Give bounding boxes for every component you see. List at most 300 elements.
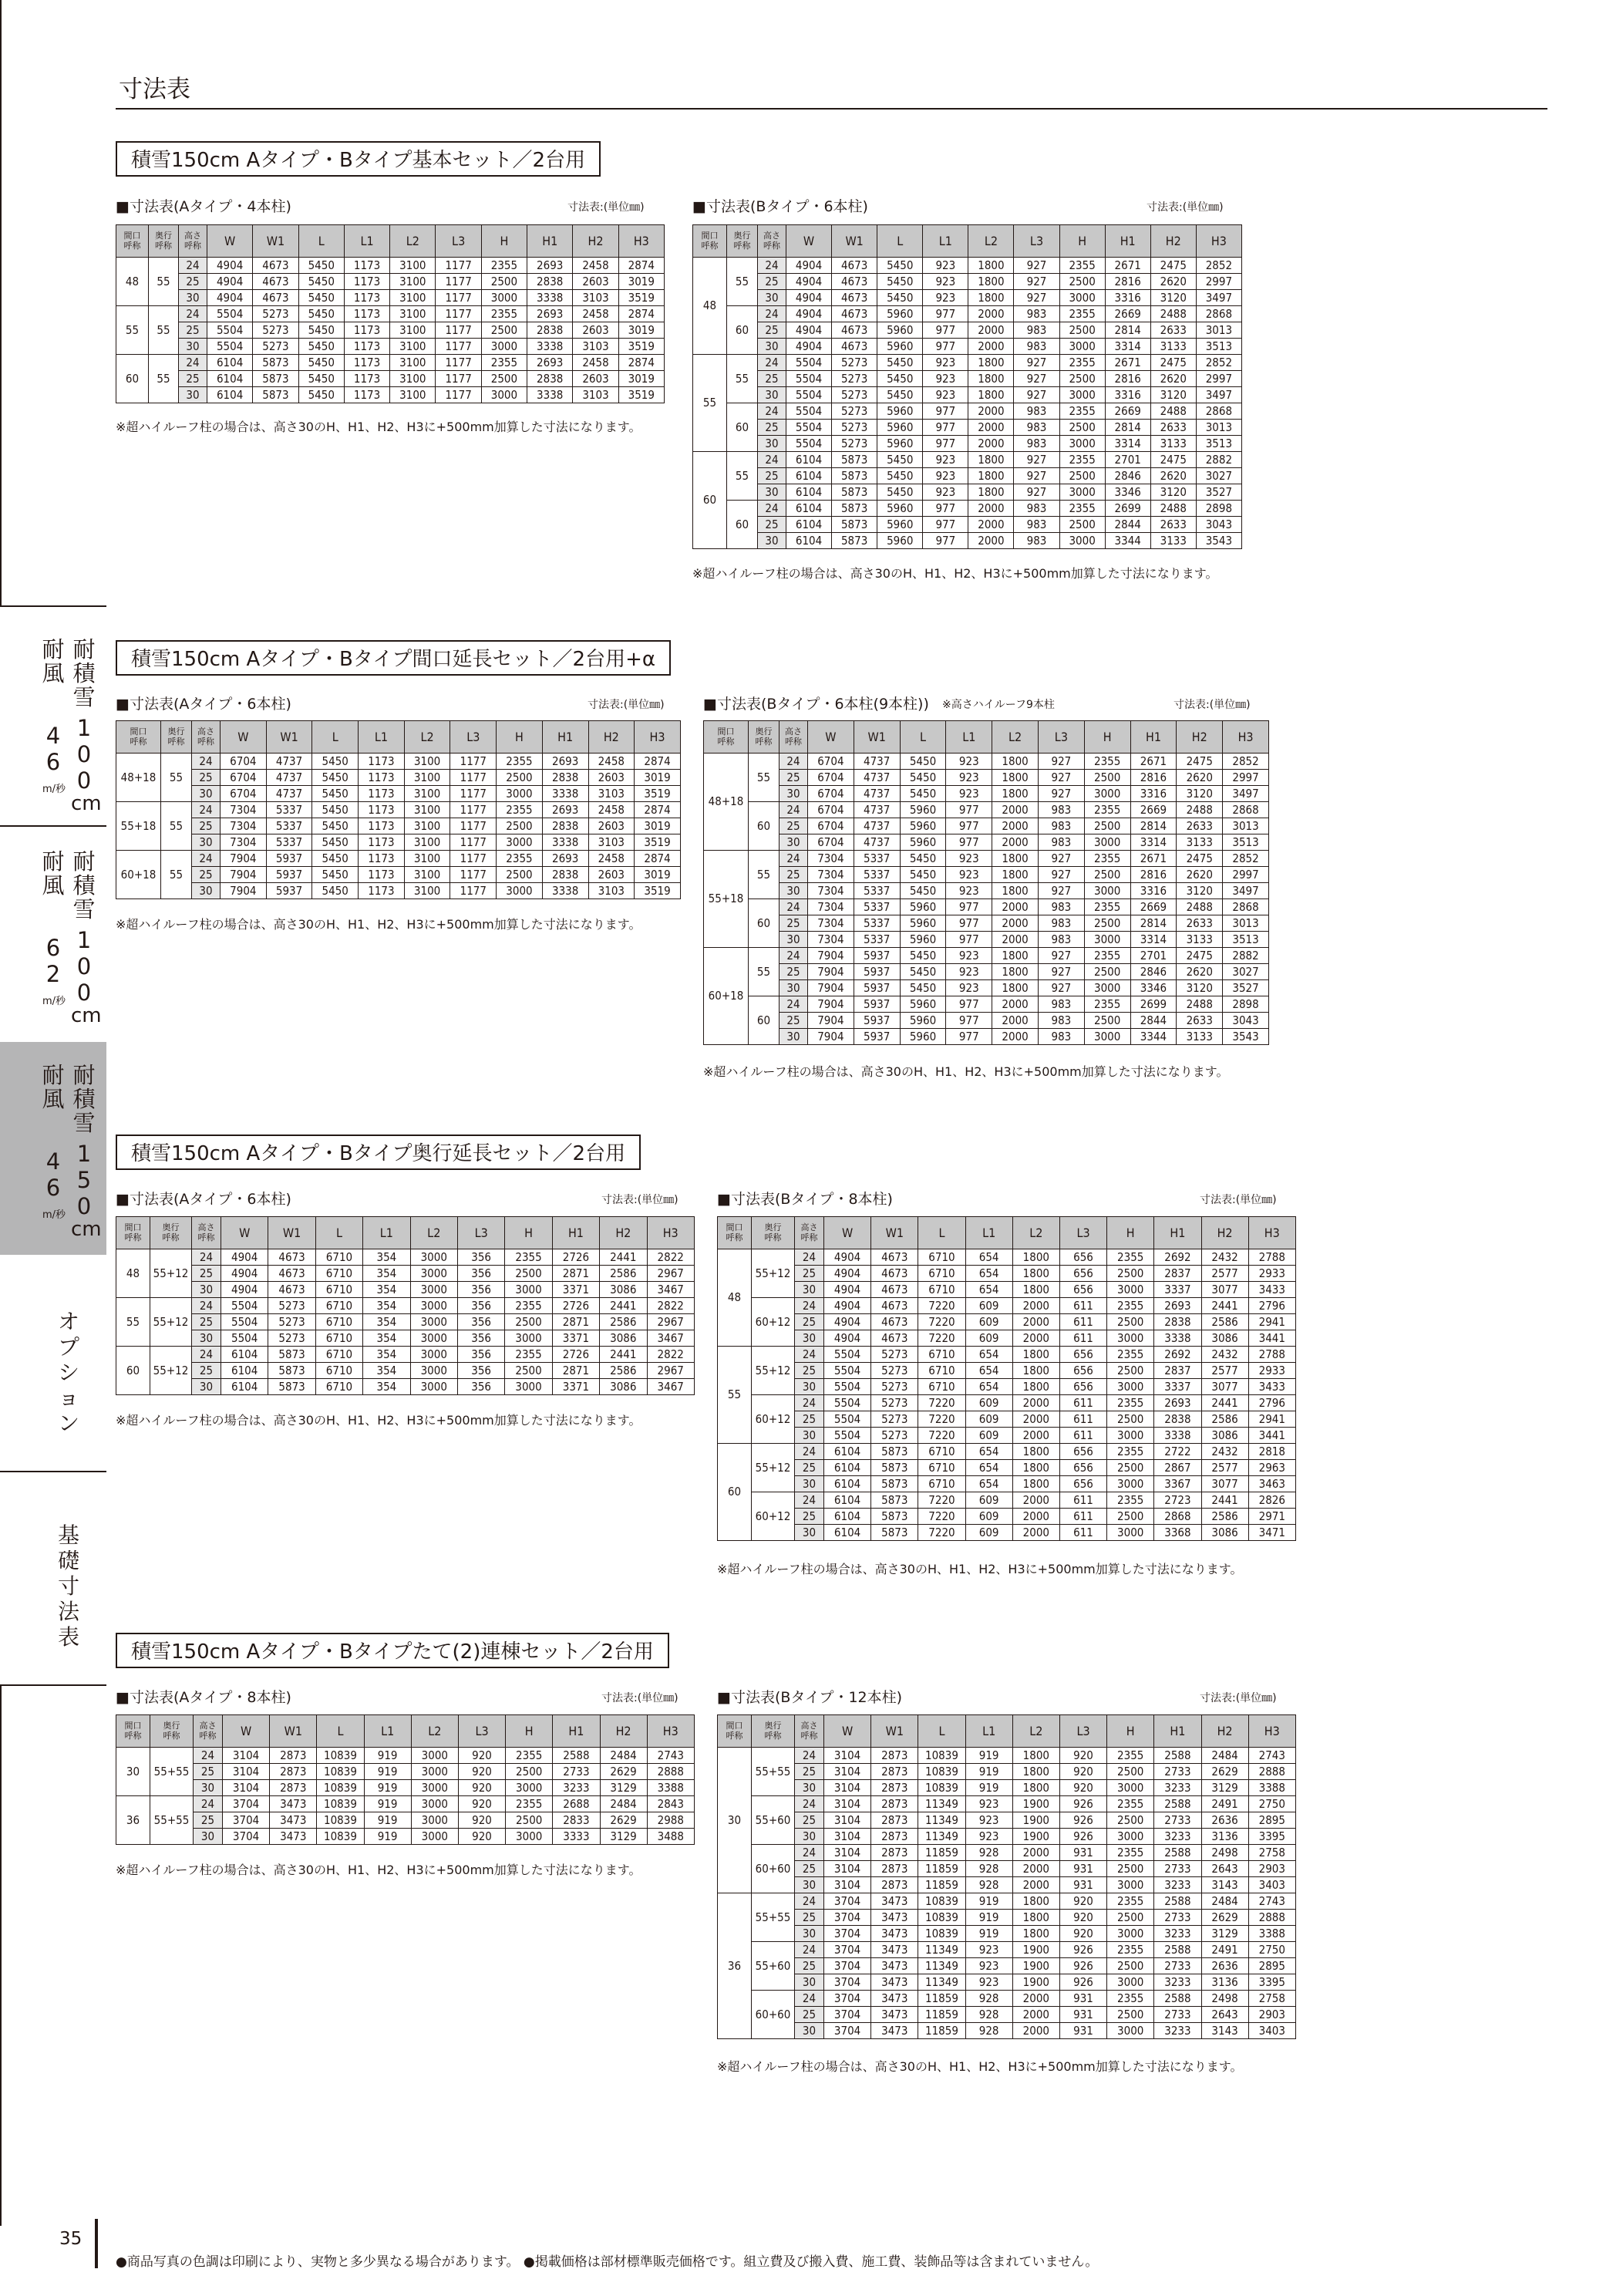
- unit-label: 寸法表:(単位㎜): [601, 1194, 678, 1206]
- value-cell: 2814: [1105, 322, 1150, 339]
- value-cell: 919: [364, 1812, 411, 1829]
- value-cell: 3519: [635, 883, 681, 899]
- value-cell: 5504: [221, 1298, 268, 1314]
- value-cell: 2874: [635, 754, 681, 770]
- value-cell: 5937: [266, 851, 312, 867]
- value-cell: 2000: [1012, 2007, 1059, 2023]
- value-cell: 2903: [1248, 2007, 1295, 2023]
- value-cell: 5450: [298, 274, 344, 290]
- value-cell: 5450: [298, 258, 344, 274]
- value-cell: 654: [965, 1282, 1012, 1298]
- value-cell: 3019: [618, 371, 664, 387]
- value-cell: 7904: [221, 883, 267, 899]
- height-cell: 30: [192, 834, 221, 851]
- sidebar-tab-1[interactable]: [0, 607, 106, 825]
- frontage-cell: 48: [116, 258, 149, 306]
- value-cell: 5273: [871, 1363, 918, 1379]
- table-row: [116, 786, 681, 802]
- value-cell: 3000: [410, 1266, 457, 1282]
- table-row: [718, 1525, 1296, 1541]
- value-cell: 10839: [918, 1893, 965, 1910]
- value-cell: 2633: [1150, 322, 1196, 339]
- value-cell: 609: [965, 1298, 1012, 1314]
- value-cell: 2500: [1107, 1266, 1154, 1282]
- value-cell: 927: [1038, 754, 1084, 770]
- value-cell: 1800: [968, 484, 1014, 501]
- value-cell: 2874: [618, 258, 664, 274]
- value-cell: 2693: [527, 306, 573, 322]
- value-cell: 2500: [1059, 371, 1105, 387]
- value-cell: 5450: [900, 786, 946, 802]
- value-cell: 2355: [1107, 1395, 1154, 1411]
- value-cell: 977: [946, 899, 992, 915]
- value-cell: 5337: [266, 802, 312, 818]
- value-cell: 2000: [1012, 1525, 1059, 1541]
- tab-3-main: 耐 積 雪: [72, 1062, 96, 1136]
- value-cell: 11859: [918, 2007, 965, 2023]
- value-cell: 10839: [317, 1812, 364, 1829]
- table-row: [718, 1910, 1296, 1926]
- height-cell: 25: [192, 1314, 221, 1330]
- value-cell: 1800: [1012, 1249, 1059, 1266]
- value-cell: 2967: [647, 1314, 694, 1330]
- value-cell: 928: [965, 1845, 1012, 1861]
- value-cell: 1173: [344, 322, 389, 339]
- value-cell: 5960: [877, 533, 923, 549]
- value-cell: 919: [364, 1780, 411, 1796]
- value-cell: 2441: [600, 1249, 647, 1266]
- value-cell: 2603: [573, 274, 618, 290]
- height-cell: 25: [192, 1363, 221, 1379]
- value-cell: 5960: [877, 403, 923, 420]
- value-cell: 926: [1059, 1829, 1106, 1845]
- value-cell: 927: [1014, 258, 1059, 274]
- table-row: [116, 258, 665, 274]
- value-cell: 919: [364, 1796, 411, 1812]
- value-cell: 3543: [1196, 533, 1241, 549]
- value-cell: 5937: [854, 964, 900, 980]
- value-cell: 3043: [1223, 1013, 1269, 1029]
- value-cell: 656: [1059, 1444, 1106, 1460]
- value-cell: 5450: [877, 355, 923, 371]
- value-cell: 3104: [824, 1764, 871, 1780]
- value-cell: 3129: [1201, 1926, 1248, 1942]
- value-cell: 3316: [1130, 883, 1177, 899]
- value-cell: 3103: [588, 834, 635, 851]
- value-cell: 2844: [1105, 517, 1150, 533]
- value-cell: 2852: [1196, 355, 1241, 371]
- table-header-row: [116, 1217, 695, 1249]
- table-row: [704, 980, 1269, 996]
- column-header: 間口 呼称: [116, 721, 161, 754]
- column-header: H3: [618, 225, 664, 258]
- frontage-cell: 36: [116, 1796, 150, 1845]
- value-cell: 6710: [918, 1363, 965, 1379]
- value-cell: 2838: [542, 818, 588, 834]
- value-cell: 923: [965, 1974, 1012, 1991]
- value-cell: 3000: [411, 1748, 458, 1764]
- value-cell: 1177: [436, 258, 481, 274]
- value-cell: 2000: [992, 996, 1039, 1013]
- value-cell: 3000: [1059, 436, 1105, 452]
- value-cell: 1900: [1012, 1958, 1059, 1974]
- value-cell: 2699: [1130, 996, 1177, 1013]
- sidebar-tab-foundation[interactable]: [0, 1472, 106, 1684]
- height-cell: 25: [194, 1764, 223, 1780]
- value-cell: 2822: [647, 1298, 694, 1314]
- value-cell: 1800: [968, 468, 1014, 484]
- value-cell: 2898: [1196, 501, 1241, 517]
- height-cell: 25: [795, 1764, 824, 1780]
- value-cell: 3133: [1177, 1029, 1223, 1045]
- value-cell: 2000: [992, 915, 1039, 932]
- column-header: L: [900, 721, 946, 754]
- value-cell: 4904: [221, 1249, 268, 1266]
- value-cell: 656: [1059, 1476, 1106, 1492]
- sidebar-tab-2[interactable]: [0, 827, 106, 1042]
- value-cell: 983: [1038, 899, 1084, 915]
- value-cell: 6710: [315, 1379, 362, 1395]
- value-cell: 1173: [344, 306, 389, 322]
- table-row: [116, 1298, 695, 1314]
- value-cell: 2846: [1130, 964, 1177, 980]
- value-cell: 927: [1014, 452, 1059, 468]
- value-cell: 7304: [221, 834, 267, 851]
- value-cell: 2475: [1150, 258, 1196, 274]
- value-cell: 3019: [618, 274, 664, 290]
- value-cell: 3314: [1130, 834, 1177, 851]
- value-cell: 609: [965, 1509, 1012, 1525]
- value-cell: 2355: [497, 754, 543, 770]
- value-cell: 2500: [497, 770, 543, 786]
- table-row: [704, 754, 1269, 770]
- value-cell: 4673: [832, 258, 877, 274]
- value-cell: 3000: [1059, 339, 1105, 355]
- value-cell: 3473: [871, 1974, 918, 1991]
- depth-cell: 60: [727, 306, 758, 355]
- depth-cell: 55+55: [752, 1748, 795, 1796]
- value-cell: 3403: [1248, 1877, 1295, 1893]
- value-cell: 3100: [390, 371, 436, 387]
- value-cell: 3338: [527, 339, 573, 355]
- value-cell: 4904: [824, 1330, 871, 1347]
- value-cell: 356: [457, 1314, 504, 1330]
- value-cell: 2868: [1154, 1509, 1201, 1525]
- depth-cell: 60: [749, 996, 780, 1045]
- value-cell: 11859: [918, 1877, 965, 1893]
- value-cell: 611: [1059, 1492, 1106, 1509]
- value-cell: 2000: [992, 899, 1039, 915]
- value-cell: 5450: [877, 371, 923, 387]
- value-cell: 2432: [1201, 1347, 1248, 1363]
- value-cell: 609: [965, 1395, 1012, 1411]
- value-cell: 2669: [1105, 306, 1150, 322]
- value-cell: 3488: [647, 1829, 694, 1845]
- table-row: [693, 436, 1242, 452]
- column-header: L2: [404, 721, 450, 754]
- value-cell: 6704: [808, 834, 854, 851]
- height-cell: 30: [795, 1926, 824, 1942]
- value-cell: 2484: [600, 1796, 647, 1812]
- column-header: W1: [871, 1217, 918, 1249]
- value-cell: 2733: [1154, 1958, 1201, 1974]
- value-cell: 2577: [1201, 1266, 1248, 1282]
- value-cell: 928: [965, 2007, 1012, 2023]
- value-cell: 977: [923, 322, 968, 339]
- column-header: W: [207, 225, 253, 258]
- value-cell: 1177: [436, 290, 481, 306]
- table-row: [693, 258, 1242, 274]
- value-cell: 3104: [824, 1812, 871, 1829]
- frontage-cell: 60+18: [116, 851, 161, 899]
- height-cell: 24: [795, 1492, 824, 1509]
- value-cell: 1173: [359, 754, 405, 770]
- value-cell: 1177: [450, 867, 497, 883]
- value-cell: 1173: [344, 339, 389, 355]
- value-cell: 6704: [221, 786, 267, 802]
- value-cell: 2873: [871, 1861, 918, 1877]
- column-header: L3: [1059, 1715, 1106, 1748]
- height-cell: 24: [192, 1347, 221, 1363]
- value-cell: 2873: [871, 1845, 918, 1861]
- value-cell: 4737: [854, 802, 900, 818]
- value-cell: 1800: [992, 883, 1039, 899]
- value-cell: 3338: [527, 290, 573, 306]
- value-cell: 3233: [1154, 1877, 1201, 1893]
- height-cell: 24: [795, 1444, 824, 1460]
- value-cell: 2355: [1059, 501, 1105, 517]
- value-cell: 6704: [221, 754, 267, 770]
- value-cell: 2355: [506, 1748, 553, 1764]
- table-row: [718, 1974, 1296, 1991]
- value-cell: 5273: [871, 1395, 918, 1411]
- value-cell: 6710: [918, 1347, 965, 1363]
- value-cell: 2758: [1248, 1845, 1295, 1861]
- value-cell: 7904: [221, 867, 267, 883]
- value-cell: 2633: [1177, 818, 1223, 834]
- value-cell: 4673: [832, 322, 877, 339]
- table-row: [693, 339, 1242, 355]
- value-cell: 6104: [824, 1444, 871, 1460]
- column-header: 奥行 呼称: [150, 1217, 192, 1249]
- value-cell: 3433: [1248, 1379, 1295, 1395]
- value-cell: 7220: [918, 1428, 965, 1444]
- depth-cell: 55+12: [150, 1347, 192, 1395]
- table-row: [693, 371, 1242, 387]
- value-cell: 2873: [270, 1748, 317, 1764]
- value-cell: 356: [457, 1379, 504, 1395]
- height-cell: 30: [795, 1330, 824, 1347]
- value-cell: 5450: [877, 484, 923, 501]
- table-row: [718, 1266, 1296, 1282]
- value-cell: 5873: [832, 484, 877, 501]
- value-cell: 4737: [266, 786, 312, 802]
- value-cell: 927: [1038, 770, 1084, 786]
- table-row: [704, 883, 1269, 899]
- height-cell: 30: [192, 883, 221, 899]
- value-cell: 4673: [253, 258, 298, 274]
- value-cell: 10839: [317, 1796, 364, 1812]
- column-header: H: [481, 225, 527, 258]
- value-cell: 2355: [1084, 899, 1130, 915]
- value-cell: 4904: [207, 274, 253, 290]
- value-cell: 2586: [600, 1266, 647, 1282]
- value-cell: 3100: [404, 867, 450, 883]
- table-row: [704, 1013, 1269, 1029]
- value-cell: 2000: [1012, 1877, 1059, 1893]
- page-number: 35: [59, 2229, 82, 2249]
- value-cell: 6104: [786, 452, 832, 468]
- value-cell: 7220: [918, 1395, 965, 1411]
- value-cell: 2488: [1177, 899, 1223, 915]
- value-cell: 6710: [918, 1266, 965, 1282]
- value-cell: 927: [1038, 964, 1084, 980]
- value-cell: 3000: [410, 1314, 457, 1330]
- value-cell: 5450: [900, 980, 946, 996]
- value-cell: 3388: [647, 1780, 694, 1796]
- value-cell: 2000: [1012, 1428, 1059, 1444]
- value-cell: 3314: [1105, 436, 1150, 452]
- value-cell: 2671: [1130, 851, 1177, 867]
- value-cell: 4904: [824, 1249, 871, 1266]
- value-cell: 3233: [1154, 2023, 1201, 2039]
- value-cell: 2743: [1248, 1748, 1295, 1764]
- value-cell: 983: [1038, 818, 1084, 834]
- value-cell: 2491: [1201, 1796, 1248, 1812]
- value-cell: 923: [965, 1796, 1012, 1812]
- value-cell: 2633: [1150, 420, 1196, 436]
- height-cell: 24: [192, 754, 221, 770]
- value-cell: 2723: [1154, 1492, 1201, 1509]
- value-cell: 2588: [553, 1748, 600, 1764]
- value-cell: 2852: [1223, 754, 1269, 770]
- value-cell: 2846: [1105, 468, 1150, 484]
- value-cell: 2500: [1107, 1363, 1154, 1379]
- value-cell: 1177: [450, 818, 497, 834]
- value-cell: 10839: [918, 1926, 965, 1942]
- value-cell: 1173: [359, 818, 405, 834]
- value-cell: 5450: [312, 818, 359, 834]
- sidebar-tab-3-active[interactable]: [0, 1042, 106, 1255]
- column-header: W: [824, 1217, 871, 1249]
- frontage-cell: 48: [116, 1249, 150, 1298]
- value-cell: 1800: [992, 980, 1039, 996]
- value-cell: 3086: [1201, 1428, 1248, 1444]
- value-cell: 3104: [223, 1764, 270, 1780]
- value-cell: 2355: [1107, 1298, 1154, 1314]
- column-header: H2: [1177, 721, 1223, 754]
- value-cell: 3704: [824, 1926, 871, 1942]
- value-cell: 2873: [871, 1748, 918, 1764]
- value-cell: 2873: [270, 1780, 317, 1796]
- value-cell: 2588: [1154, 1991, 1201, 2007]
- height-cell: 30: [179, 387, 207, 403]
- column-header: 間口 呼称: [116, 1715, 150, 1748]
- height-cell: 25: [780, 964, 808, 980]
- value-cell: 2874: [635, 802, 681, 818]
- value-cell: 7304: [808, 899, 854, 915]
- value-cell: 3316: [1105, 290, 1150, 306]
- value-cell: 1177: [450, 883, 497, 899]
- value-cell: 3233: [553, 1780, 600, 1796]
- height-cell: 30: [179, 290, 207, 306]
- value-cell: 1900: [1012, 1974, 1059, 1991]
- value-cell: 1177: [436, 339, 481, 355]
- value-cell: 3388: [1248, 1780, 1295, 1796]
- column-header: W: [808, 721, 854, 754]
- value-cell: 919: [965, 1780, 1012, 1796]
- table-row: [718, 1877, 1296, 1893]
- value-cell: 2586: [1201, 1411, 1248, 1428]
- value-cell: 2733: [553, 1764, 600, 1780]
- column-header: 奥行 呼称: [749, 721, 780, 754]
- value-cell: 2816: [1105, 274, 1150, 290]
- table-row: [116, 1314, 695, 1330]
- value-cell: 2498: [1201, 1845, 1248, 1861]
- table-row: [116, 290, 665, 306]
- value-cell: 3000: [1059, 533, 1105, 549]
- value-cell: 3000: [411, 1796, 458, 1812]
- value-cell: 7220: [918, 1492, 965, 1509]
- value-cell: 2355: [1059, 403, 1105, 420]
- value-cell: 2633: [1150, 517, 1196, 533]
- value-cell: 2355: [1084, 948, 1130, 964]
- note: ※超ハイルーフ柱の場合は、高さ30のH、H1、H2、H3に+500mm加算した寸法になります。: [703, 1064, 1229, 1079]
- height-cell: 24: [795, 1991, 824, 2007]
- value-cell: 977: [923, 436, 968, 452]
- value-cell: 3233: [1154, 1926, 1201, 1942]
- height-cell: 30: [192, 1282, 221, 1298]
- table-row: [693, 501, 1242, 517]
- value-cell: 2620: [1177, 770, 1223, 786]
- value-cell: 2620: [1150, 274, 1196, 290]
- value-cell: 927: [1014, 274, 1059, 290]
- value-cell: 3473: [871, 2023, 918, 2039]
- frontage-cell: 55: [693, 355, 727, 452]
- value-cell: 5450: [298, 355, 344, 371]
- value-cell: 2500: [506, 1812, 553, 1829]
- table-row: [116, 274, 665, 290]
- table-row: [718, 1428, 1296, 1444]
- column-header: W: [824, 1715, 871, 1748]
- height-cell: 30: [179, 339, 207, 355]
- value-cell: 3086: [1201, 1525, 1248, 1541]
- value-cell: 2669: [1105, 403, 1150, 420]
- frontage-cell: 60: [116, 1347, 150, 1395]
- height-cell: 24: [192, 1249, 221, 1266]
- height-cell: 24: [795, 1796, 824, 1812]
- value-cell: 2867: [1154, 1460, 1201, 1476]
- value-cell: 5937: [854, 996, 900, 1013]
- value-cell: 654: [965, 1476, 1012, 1492]
- value-cell: 1173: [359, 770, 405, 786]
- value-cell: 5960: [900, 915, 946, 932]
- value-cell: 4673: [253, 290, 298, 306]
- value-cell: 3000: [505, 1282, 552, 1298]
- sidebar-tab-options[interactable]: [0, 1255, 106, 1471]
- table-row: [693, 322, 1242, 339]
- value-cell: 6104: [221, 1379, 268, 1395]
- value-cell: 5504: [786, 420, 832, 436]
- value-cell: 2898: [1223, 996, 1269, 1013]
- table-header-row: [693, 225, 1242, 258]
- value-cell: 3120: [1177, 980, 1223, 996]
- note: ※超ハイルーフ柱の場合は、高さ30のH、H1、H2、H3に+500mm加算した寸法になります。: [116, 420, 641, 434]
- value-cell: 3395: [1248, 1974, 1295, 1991]
- value-cell: 3019: [618, 322, 664, 339]
- value-cell: 654: [965, 1363, 1012, 1379]
- value-cell: 923: [923, 387, 968, 403]
